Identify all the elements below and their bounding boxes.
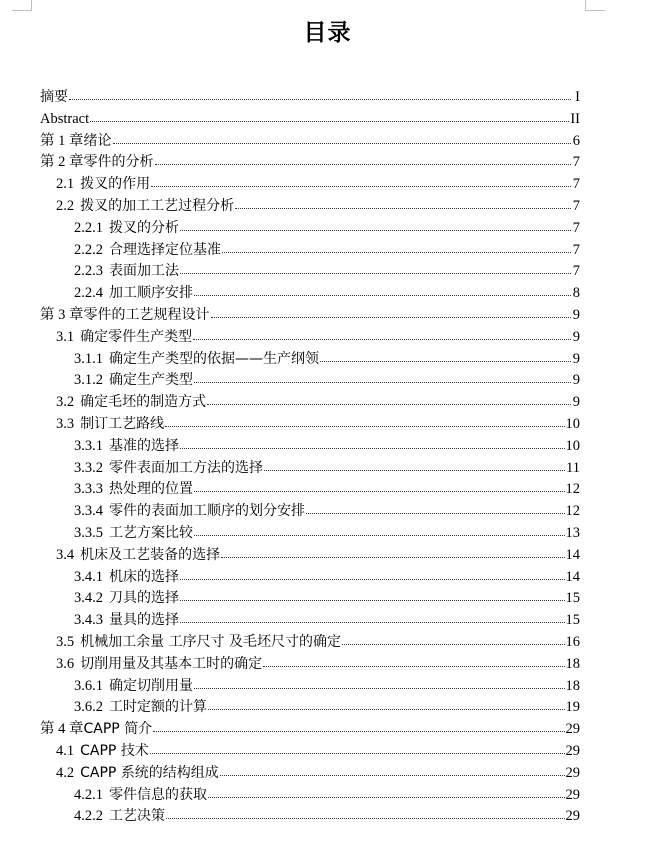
toc-entry-label: 确定零件生产类型 <box>80 328 193 345</box>
toc-entry-label: 加工顺序安排 <box>109 285 193 302</box>
toc-entry[interactable] <box>40 87 580 109</box>
page-corner-mark-left <box>12 0 32 11</box>
toc-entry[interactable] <box>40 545 580 567</box>
dot-leader <box>194 479 565 493</box>
dot-leader <box>207 392 571 406</box>
toc-entry-page-number: 14 <box>565 568 580 585</box>
toc-entry-label: CAPP 系统的结构组成 <box>80 764 219 781</box>
dot-leader <box>180 436 565 450</box>
toc-entry-label: 机床的选择 <box>109 568 179 585</box>
toc-entry-label: 工艺方案比较 <box>109 524 193 541</box>
dot-leader <box>264 458 565 472</box>
toc-entry-page-number: 9 <box>572 372 580 389</box>
toc-entry-page-number: 29 <box>565 808 580 825</box>
toc-entry[interactable] <box>40 218 580 240</box>
dot-leader <box>180 610 565 624</box>
toc-entry-label: 零件的工艺规程设计 <box>83 306 210 323</box>
toc-entry-label: 确定毛坯的制造方式 <box>80 394 207 411</box>
toc-entry-page-number: 13 <box>565 524 580 541</box>
toc-entry-label: 绪论 <box>83 132 112 149</box>
toc-entry-number: 第 4 章 <box>40 721 84 738</box>
toc-entry-page-number: 15 <box>565 612 580 629</box>
dot-leader <box>342 632 564 646</box>
toc-entry[interactable] <box>40 501 580 523</box>
dot-leader <box>263 654 564 668</box>
toc-entry-label: 零件信息的获取 <box>109 786 207 803</box>
toc-entry[interactable] <box>40 610 580 632</box>
toc-entry-number: 第 2 章 <box>40 154 84 171</box>
dot-leader <box>208 697 565 711</box>
dot-leader <box>165 414 564 428</box>
toc-entry-number: 2.1 <box>56 176 75 193</box>
toc-entry-label: 拨叉的作用 <box>80 176 151 193</box>
toc-entry-page-number: 7 <box>572 219 580 236</box>
toc-entry-page-number: 6 <box>572 132 580 149</box>
toc-entry-number: 3.6.1 <box>74 677 103 694</box>
toc-entry-label: 切削用量及其基本工时的确定 <box>80 655 263 672</box>
toc-entry-label: 零件的表面加工顺序的划分安排 <box>109 503 305 520</box>
toc-entry-number: 3.2 <box>56 394 75 411</box>
toc-entry-number: 2.2.3 <box>74 263 103 280</box>
dot-leader <box>220 763 565 777</box>
toc-entry[interactable] <box>40 131 580 153</box>
dot-leader <box>180 261 571 275</box>
toc-entry-page-number: 10 <box>565 415 580 432</box>
page-title: 目录 <box>303 20 352 46</box>
toc-entry-number: 4.1 <box>56 742 75 759</box>
toc-entry[interactable] <box>40 109 580 131</box>
toc-entry-page-number: 29 <box>565 786 580 803</box>
dot-leader <box>180 218 571 232</box>
toc-entry-label: Abstract <box>40 110 90 127</box>
dot-leader <box>320 349 571 363</box>
dot-leader <box>211 305 572 319</box>
toc-entry-number: 3.6 <box>56 655 75 672</box>
toc-entry[interactable] <box>40 479 580 501</box>
toc-entry[interactable] <box>40 785 580 807</box>
toc-entry-number: 3.4.2 <box>74 590 103 607</box>
toc-entry[interactable] <box>40 152 580 174</box>
toc-entry-number: 第 1 章 <box>40 132 84 149</box>
toc-entry[interactable] <box>40 392 580 414</box>
toc-entry-page-number: 12 <box>565 503 580 520</box>
dot-leader <box>180 567 565 581</box>
toc-entry-label: 拨叉的加工工艺过程分析 <box>80 197 235 214</box>
dot-leader <box>194 676 565 690</box>
toc-entry-page-number: 9 <box>572 306 580 323</box>
toc-entry[interactable] <box>40 523 580 545</box>
toc-entry-label: CAPP 技术 <box>80 742 149 759</box>
dot-leader <box>166 806 565 820</box>
toc-entry-number: 3.5 <box>56 633 75 650</box>
dot-leader <box>90 109 569 123</box>
toc-entry-number: 2.2.2 <box>74 241 103 258</box>
toc-entry-label: 量具的选择 <box>109 612 179 629</box>
toc-entry-page-number: II <box>570 110 580 127</box>
toc-entry-page-number: 9 <box>572 394 580 411</box>
toc-entry[interactable] <box>40 697 580 719</box>
dot-leader <box>306 501 565 515</box>
toc-entry-page-number: 29 <box>565 721 580 738</box>
dot-leader <box>235 196 571 210</box>
toc-entry-label: 表面加工法 <box>109 263 179 280</box>
toc-entry-number: 4.2.1 <box>74 786 103 803</box>
toc-entry-page-number: I <box>575 89 580 105</box>
toc-entry-label: 合理选择定位基准 <box>109 241 221 258</box>
toc-entry[interactable] <box>40 654 580 676</box>
toc-entry-page-number: 29 <box>565 764 580 781</box>
toc-entry[interactable] <box>40 567 580 589</box>
toc-entry-number: 3.4.3 <box>74 612 103 629</box>
toc-entry-number: 2.2.1 <box>74 219 103 236</box>
dot-leader <box>193 327 571 341</box>
dot-leader <box>151 174 571 188</box>
dot-leader <box>113 131 572 145</box>
toc-entry-page-number: 29 <box>565 742 580 759</box>
toc-entry-label: 摘要 <box>40 89 68 105</box>
toc-entry-number: 4.2 <box>56 764 75 781</box>
page-corner-mark-right <box>585 0 605 11</box>
toc-entry-label: CAPP 简介 <box>83 721 153 738</box>
toc-entry-number: 3.3.2 <box>74 459 103 476</box>
toc-entry-number: 3.4.1 <box>74 568 103 585</box>
toc-entry-label: 确定切削用量 <box>109 677 193 694</box>
toc-entry[interactable] <box>40 719 580 741</box>
toc-entry[interactable] <box>40 632 580 654</box>
toc-entry[interactable] <box>40 741 580 763</box>
toc-entry[interactable] <box>40 305 580 327</box>
toc-entry-number: 3.6.2 <box>74 699 103 716</box>
toc-entry-number: 3.3 <box>56 415 75 432</box>
dot-leader <box>155 152 572 166</box>
toc-entry[interactable] <box>40 327 580 349</box>
dot-leader <box>222 240 571 254</box>
toc-entry-page-number: 9 <box>572 350 580 367</box>
toc-entry[interactable] <box>40 240 580 262</box>
toc-entry-label: 工时定额的计算 <box>109 699 207 716</box>
toc-entry[interactable] <box>40 806 580 828</box>
toc-entry[interactable] <box>40 370 580 392</box>
toc-entry[interactable] <box>40 174 580 196</box>
toc-entry-number: 2.2.4 <box>74 285 103 302</box>
toc-entry-label: 刀具的选择 <box>109 590 179 607</box>
toc-entry-page-number: 7 <box>572 263 580 280</box>
toc-entry-number: 3.1.1 <box>74 350 103 367</box>
toc-entry-label: 确定生产类型的依据——生产纲领 <box>109 350 319 367</box>
toc-entry-page-number: 10 <box>565 437 580 454</box>
dot-leader <box>150 741 565 755</box>
toc-entry[interactable] <box>40 436 580 458</box>
toc-entry-number: 3.3.3 <box>74 481 103 498</box>
dot-leader <box>194 370 571 384</box>
toc-entry-label: 机械加工余量 工序尺寸 及毛坯尺寸的确定 <box>80 633 342 650</box>
dot-leader <box>194 523 565 537</box>
toc-entry-page-number: 18 <box>565 677 580 694</box>
toc-entry-label: 拨叉的分析 <box>109 219 179 236</box>
toc-entry-number: 3.4 <box>56 546 75 563</box>
toc-entry-page-number: 15 <box>565 590 580 607</box>
toc-entry[interactable] <box>40 196 580 218</box>
toc-entry-page-number: 14 <box>565 546 580 563</box>
toc-entry-number: 3.3.1 <box>74 437 103 454</box>
toc-entry-number: 2.2 <box>56 197 75 214</box>
toc-entry-label: 制订工艺路线 <box>80 415 165 432</box>
toc-entry[interactable] <box>40 676 580 698</box>
toc-entry-number: 3.3.5 <box>74 524 103 541</box>
toc-entry[interactable] <box>40 261 580 283</box>
toc-entry[interactable] <box>40 458 580 480</box>
dot-leader <box>208 785 565 799</box>
toc-entry[interactable] <box>40 283 580 305</box>
toc-entry-label: 确定生产类型 <box>109 372 193 389</box>
toc-entry[interactable] <box>40 588 580 610</box>
toc-entry[interactable] <box>40 414 580 436</box>
toc-entry-page-number: 11 <box>566 459 580 476</box>
toc-entry[interactable] <box>40 349 580 371</box>
dot-leader <box>194 283 571 297</box>
dot-leader <box>153 719 564 733</box>
toc-entry-page-number: 8 <box>572 285 580 302</box>
toc-entry-label: 机床及工艺装备的选择 <box>80 546 221 563</box>
dot-leader <box>180 588 565 602</box>
toc-entry-label: 热处理的位置 <box>109 481 193 498</box>
toc-entry-number: 第 3 章 <box>40 306 84 323</box>
toc-entry-label: 零件的分析 <box>83 154 154 171</box>
toc-entry-page-number: 9 <box>572 328 580 345</box>
dot-leader <box>69 87 571 101</box>
toc-entry-number: 3.1.2 <box>74 372 103 389</box>
toc-entry-label: 零件表面加工方法的选择 <box>109 459 263 476</box>
toc-entry-page-number: 19 <box>565 699 580 716</box>
toc-entry-page-number: 12 <box>565 481 580 498</box>
toc-entry-label: 工艺决策 <box>109 808 165 825</box>
toc-entry-page-number: 7 <box>572 197 580 214</box>
table-of-contents <box>40 87 580 828</box>
toc-entry-page-number: 7 <box>572 241 580 258</box>
toc-entry-page-number: 7 <box>572 154 580 171</box>
toc-entry-number: 3.3.4 <box>74 503 103 520</box>
toc-entry-page-number: 16 <box>565 633 580 650</box>
toc-entry-number: 4.2.2 <box>74 808 103 825</box>
toc-entry-number: 3.1 <box>56 328 75 345</box>
toc-entry[interactable] <box>40 763 580 785</box>
toc-entry-page-number: 7 <box>572 176 580 193</box>
toc-entry-label: 基准的选择 <box>109 437 179 454</box>
toc-entry-page-number: 18 <box>565 655 580 672</box>
dot-leader <box>221 545 564 559</box>
